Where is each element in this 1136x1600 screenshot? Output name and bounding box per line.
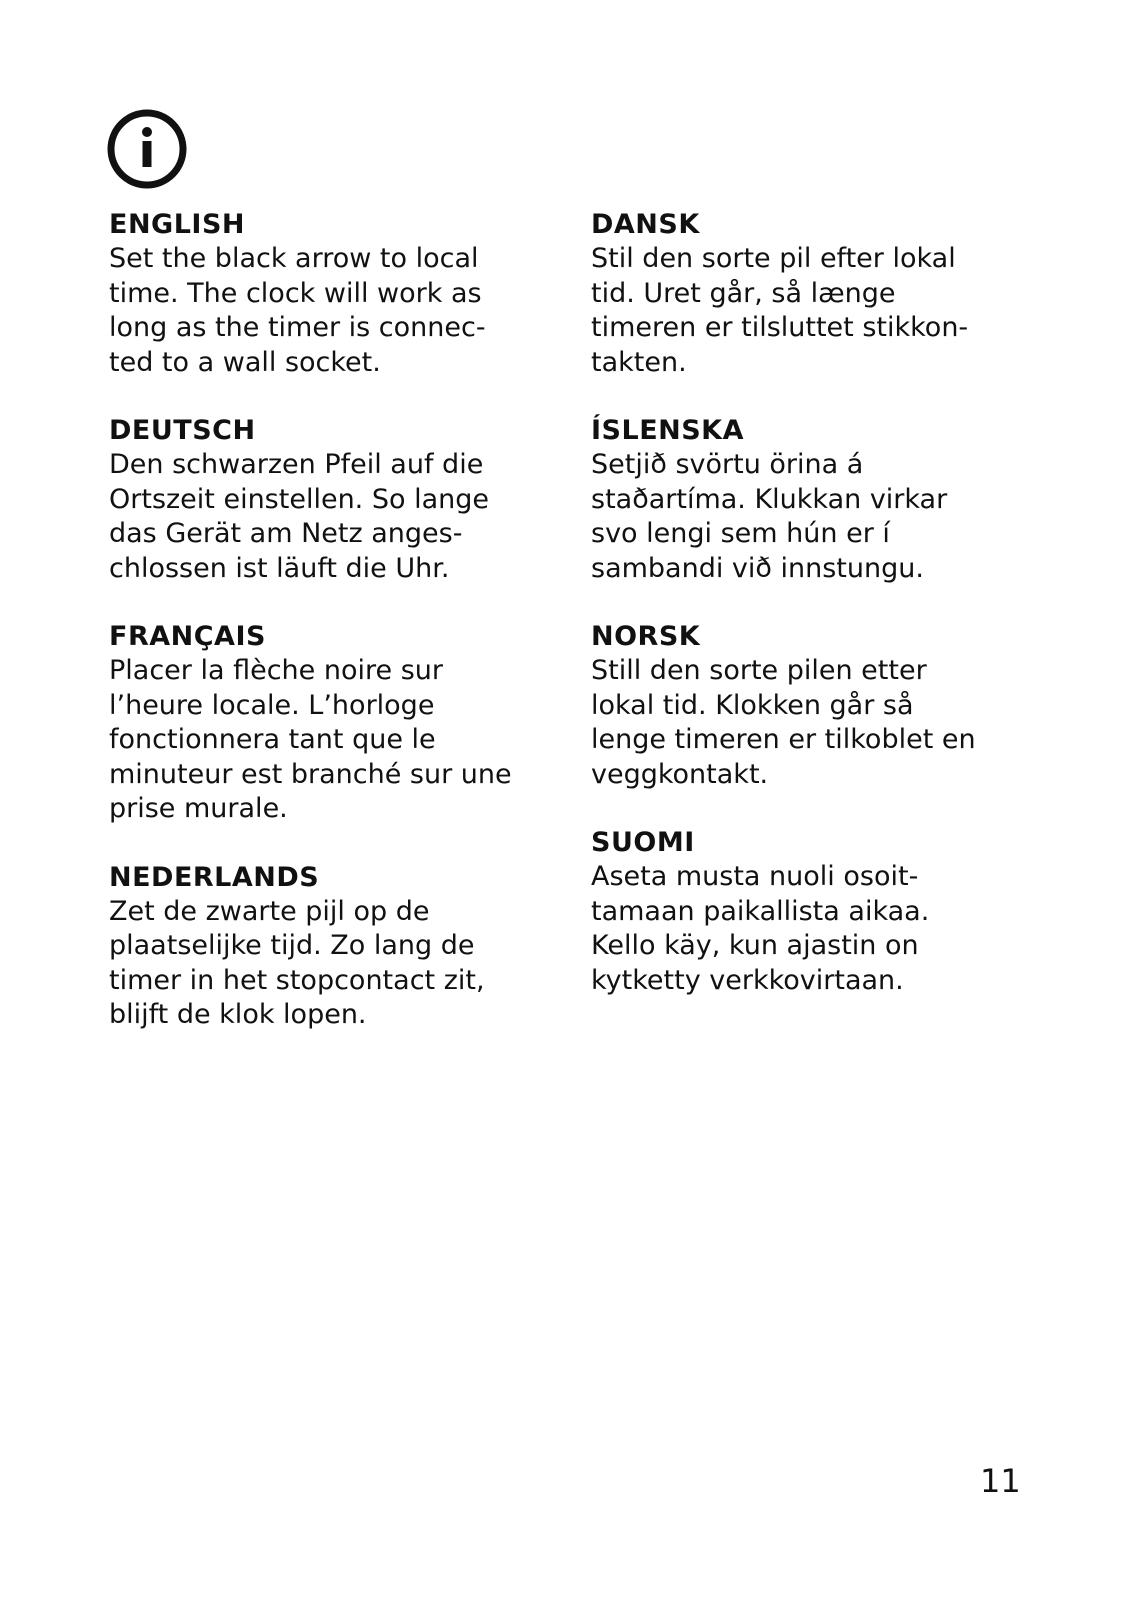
instruction-text [109,448,569,586]
instruction-text [591,860,1051,998]
language-section-français [109,620,569,827]
language-heading: FRANÇAIS [109,621,266,652]
language-section-deutsch [109,414,569,586]
instruction-line: staðartíma. Klukkan virkar [591,483,948,515]
instruction-line: tamaan paikallista aikaa. [591,895,930,927]
instruction-line: chlossen ist läuft die Uhr. [109,552,450,584]
language-heading: SUOMI [591,827,695,858]
instruction-line: Stil den sorte pil efter lokal [591,243,956,274]
instruction-line: prise murale. [109,793,288,824]
language-section-dansk [591,208,1051,380]
info-circle-icon [106,108,188,190]
instruction-text [109,654,569,827]
language-section-nederlands [109,861,569,1033]
language-heading: NORSK [591,621,701,652]
instruction-line: ted to a wall socket. [109,346,381,378]
language-section-norsk [591,620,1051,792]
instruction-line: l’heure locale. L’horloge [109,689,435,721]
language-heading: DEUTSCH [109,415,256,446]
instruction-line: plaatselijke tijd. Zo lang de [109,930,475,961]
instruction-text [591,654,1051,792]
page-number: 11 [980,1462,1021,1500]
instruction-line: Kello käy, kun ajastin on [591,930,919,961]
left-column [109,208,569,1067]
instruction-line: fonctionnera tant que le [109,724,436,755]
instruction-text [109,895,569,1033]
instruction-line: tid. Uret går, så længe [591,277,896,309]
instruction-line: Set the black arrow to local [109,243,479,274]
instruction-line: takten. [591,346,687,378]
instruction-line: timeren er tilsluttet stikkon- [591,312,969,343]
instruction-line: svo lengi sem hún er í [591,518,890,549]
language-heading: ENGLISH [109,209,245,240]
instruction-line: timer in het stopcontact zit, [109,964,485,996]
instruction-line: Ortszeit einstellen. So lange [109,483,489,515]
instruction-line: kytketty verkkovirtaan. [591,964,904,996]
language-section-english [109,208,569,380]
language-heading: DANSK [591,209,700,240]
instruction-line: veggkontakt. [591,758,769,790]
language-section-suomi [591,826,1051,998]
instruction-line: Aseta musta nuoli osoit- [591,861,919,892]
instruction-line: minuteur est branché sur une [109,758,512,790]
instruction-line: lenge timeren er tilkoblet en [591,724,976,755]
language-heading: ÍSLENSKA [591,415,745,446]
instruction-line: Placer la flèche noire sur [109,655,443,686]
instruction-text [109,242,569,380]
instruction-line: long as the timer is connec- [109,312,486,343]
instruction-line: time. The clock will work as [109,277,482,309]
instruction-line: Setjið svörtu örina á [591,449,864,480]
instruction-line: das Gerät am Netz anges- [109,518,463,549]
instruction-line: sambandi við innstungu. [591,552,924,584]
right-column [591,208,1051,1032]
instruction-text [591,448,1051,586]
language-heading: NEDERLANDS [109,861,320,893]
instruction-line: Still den sorte pilen etter [591,655,927,686]
instruction-line: blijft de klok lopen. [109,999,367,1030]
instruction-text [591,242,1051,380]
instruction-line: Zet de zwarte pijl op de [109,895,430,927]
instruction-line: Den schwarzen Pfeil auf die [109,449,484,480]
instruction-line: lokal tid. Klokken går så [591,689,914,721]
language-section-íslenska [591,414,1051,586]
